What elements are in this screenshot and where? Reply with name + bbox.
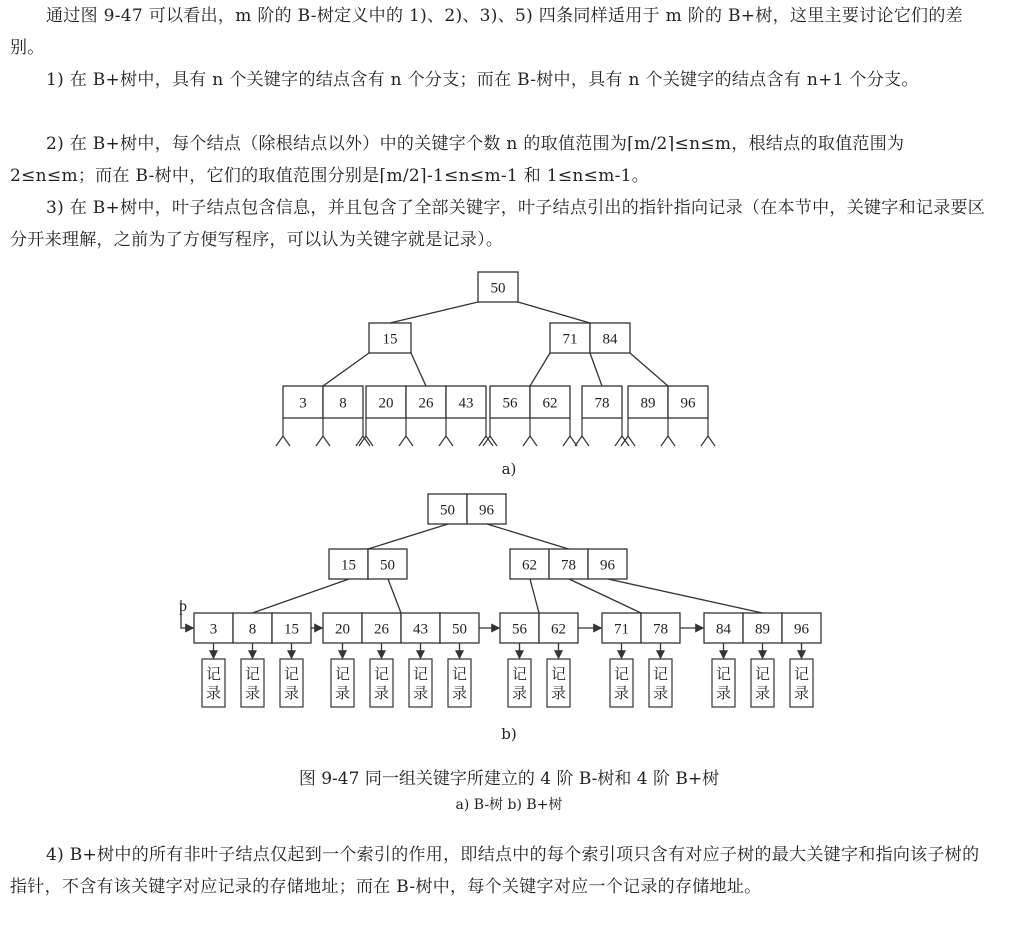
- record-box: [547, 659, 570, 707]
- node-key: 43: [413, 621, 428, 638]
- tree-edge: [388, 579, 401, 613]
- tree-edge: [530, 579, 539, 613]
- node-key: 71: [614, 621, 629, 638]
- node-key: 84: [602, 331, 618, 348]
- node-key: 8: [248, 621, 257, 638]
- null-pointer-fork: [356, 418, 370, 446]
- null-pointer-fork: [661, 418, 675, 446]
- record-label: 记: [244, 667, 261, 683]
- node-key: 26: [374, 621, 389, 638]
- null-pointer-fork: [316, 418, 330, 446]
- record-box: [649, 659, 672, 707]
- bplustree-leaf-node: [602, 613, 680, 643]
- paragraph-2: 2) 在 B+树中，每个结点（除根结点以外）中的关键字个数 n 的取值范围为⌈m/2⌉≤n≤m，根结点的取值范围为 2≤n≤m；而在 B-树中，它们的取值范围分别是⌈m/2⌉-1≤n≤m-1 和 1≤n≤m-1。: [10, 134, 905, 186]
- record-label: 记: [205, 667, 222, 683]
- null-pointer-fork: [575, 418, 589, 446]
- paragraph-3: 3) 在 B+树中，叶子结点包含信息，并且包含了全部关键字，叶子结点引出的指针指向记录（在本节中，关键字和记录要区分开来理解，之前为了方便写程序，可以认为关键字就是记录）。: [10, 198, 986, 250]
- null-pointer-fork: [276, 418, 290, 446]
- tree-edge: [518, 302, 590, 323]
- tree-edge: [253, 579, 350, 613]
- node-key: 56: [502, 395, 518, 412]
- bplustree-leaf-node: [194, 613, 311, 643]
- record-label: 录: [205, 686, 222, 702]
- tree-edge: [530, 353, 550, 386]
- btree-leaf-node: [582, 386, 622, 418]
- record-label: 录: [334, 686, 351, 702]
- record-box: [202, 659, 225, 707]
- bplustree-leaf-node: [323, 613, 479, 643]
- btree-leaf-node: [366, 386, 486, 418]
- node-key: 96: [479, 502, 494, 519]
- node-key: 15: [284, 621, 299, 638]
- node-key: 71: [562, 331, 578, 348]
- tree-edge: [323, 353, 369, 386]
- record-label: 记: [412, 667, 429, 683]
- btree-internal-node: [369, 323, 411, 353]
- null-pointer-fork: [563, 418, 577, 446]
- node-key: 8: [339, 395, 347, 412]
- tree-edge: [487, 524, 569, 549]
- node-key: 89: [640, 395, 656, 412]
- node-key: 26: [418, 395, 434, 412]
- node-key: 62: [522, 557, 537, 574]
- record-label: 记: [451, 667, 468, 683]
- record-box: [370, 659, 393, 707]
- btree-leaf-node: [283, 386, 363, 418]
- node-key: 62: [542, 395, 558, 412]
- null-pointer-fork: [701, 418, 715, 446]
- bplustree-internal-node: [510, 549, 627, 579]
- record-label: 记: [793, 667, 810, 683]
- tree-edge: [411, 353, 426, 386]
- record-box: [448, 659, 471, 707]
- record-label: 录: [715, 686, 732, 702]
- node-key: 50: [440, 502, 455, 519]
- figure-a-label: a): [501, 460, 517, 478]
- paragraph-1: 1) 在 B+树中，具有 n 个关键字的结点含有 n 个分支；而在 B-树中，具有 n 个关键字的结点含有 n+1 个分支。: [46, 70, 919, 90]
- bplustree-internal-node: [329, 549, 407, 579]
- record-label: 录: [613, 686, 630, 702]
- node-key: 3: [209, 621, 218, 638]
- record-label: 录: [652, 686, 669, 702]
- node-key: 56: [512, 621, 527, 638]
- bplustree-root-node: [428, 494, 506, 524]
- record-box: [751, 659, 774, 707]
- figure-b-label: b): [501, 725, 517, 743]
- record-label: 记: [550, 667, 567, 683]
- record-label: 录: [754, 686, 771, 702]
- null-pointer-fork: [615, 418, 629, 446]
- bplustree-leaf-node: [704, 613, 821, 643]
- node-key: 3: [299, 395, 307, 412]
- btree-internal-node: [550, 323, 630, 353]
- tree-edge: [630, 353, 668, 386]
- node-key: 50: [490, 280, 506, 297]
- paragraph-4: 4) B+树中的所有非叶子结点仅起到一个索引的作用，即结点中的每个索引项只含有对应子树的最大关键字和指向该子树的指针，不含有该关键字对应记录的存储地址；而在 B-树中，每个关键字对应一个记录的存储地址。: [10, 845, 980, 897]
- btree-leaf-node: [628, 386, 708, 418]
- record-label: 录: [412, 686, 429, 702]
- intro-paragraph: 通过图 9-47 可以看出，m 阶的 B-树定义中的 1)、2)、3)、5) 四条同样适用于 m 阶的 B+树，这里主要讨论它们的差别。: [10, 6, 963, 58]
- node-key: 96: [680, 395, 696, 412]
- record-label: 记: [754, 667, 771, 683]
- null-pointer-fork: [359, 418, 373, 446]
- node-key: 15: [382, 331, 398, 348]
- figure-caption: 图 9-47 同一组关键字所建立的 4 阶 B-树和 4 阶 B+树: [298, 769, 720, 789]
- record-box: [610, 659, 633, 707]
- record-label: 记: [613, 667, 630, 683]
- record-label: 录: [451, 686, 468, 702]
- null-pointer-fork: [523, 418, 537, 446]
- record-label: 记: [334, 667, 351, 683]
- record-label: 记: [511, 667, 528, 683]
- node-key: 20: [335, 621, 350, 638]
- null-pointer-fork: [621, 418, 635, 446]
- btree-root-node: [478, 272, 518, 302]
- node-key: 96: [600, 557, 615, 574]
- bplustree-leaf-node: [500, 613, 578, 643]
- record-label: 记: [715, 667, 732, 683]
- btree-leaf-node: [490, 386, 570, 418]
- tree-edge: [390, 302, 478, 323]
- record-label: 录: [550, 686, 567, 702]
- tree-edge: [368, 524, 448, 549]
- figure-subcaption: a) B-树 b) B+树: [455, 797, 563, 813]
- record-label: 记: [373, 667, 390, 683]
- null-pointer-fork: [439, 418, 453, 446]
- node-key: 62: [551, 621, 566, 638]
- record-box: [790, 659, 813, 707]
- node-key: 15: [341, 557, 356, 574]
- record-label: 记: [283, 667, 300, 683]
- node-key: 50: [452, 621, 467, 638]
- node-key: 84: [716, 621, 731, 638]
- record-box: [508, 659, 531, 707]
- record-label: 录: [511, 686, 528, 702]
- node-key: 50: [380, 557, 395, 574]
- node-key: 89: [755, 621, 770, 638]
- record-box: [712, 659, 735, 707]
- record-box: [331, 659, 354, 707]
- node-key: 78: [653, 621, 668, 638]
- node-key: 96: [794, 621, 809, 638]
- null-pointer-fork: [399, 418, 413, 446]
- node-key: 20: [378, 395, 394, 412]
- record-label: 录: [244, 686, 261, 702]
- record-label: 录: [373, 686, 390, 702]
- record-box: [409, 659, 432, 707]
- tree-edge: [590, 353, 602, 386]
- node-key: 78: [561, 557, 576, 574]
- record-label: 录: [793, 686, 810, 702]
- pointer-p-label: p: [179, 598, 187, 615]
- node-key: 78: [594, 395, 610, 412]
- node-key: 43: [458, 395, 474, 412]
- record-box: [241, 659, 264, 707]
- record-label: 录: [283, 686, 300, 702]
- record-label: 记: [652, 667, 669, 683]
- record-box: [280, 659, 303, 707]
